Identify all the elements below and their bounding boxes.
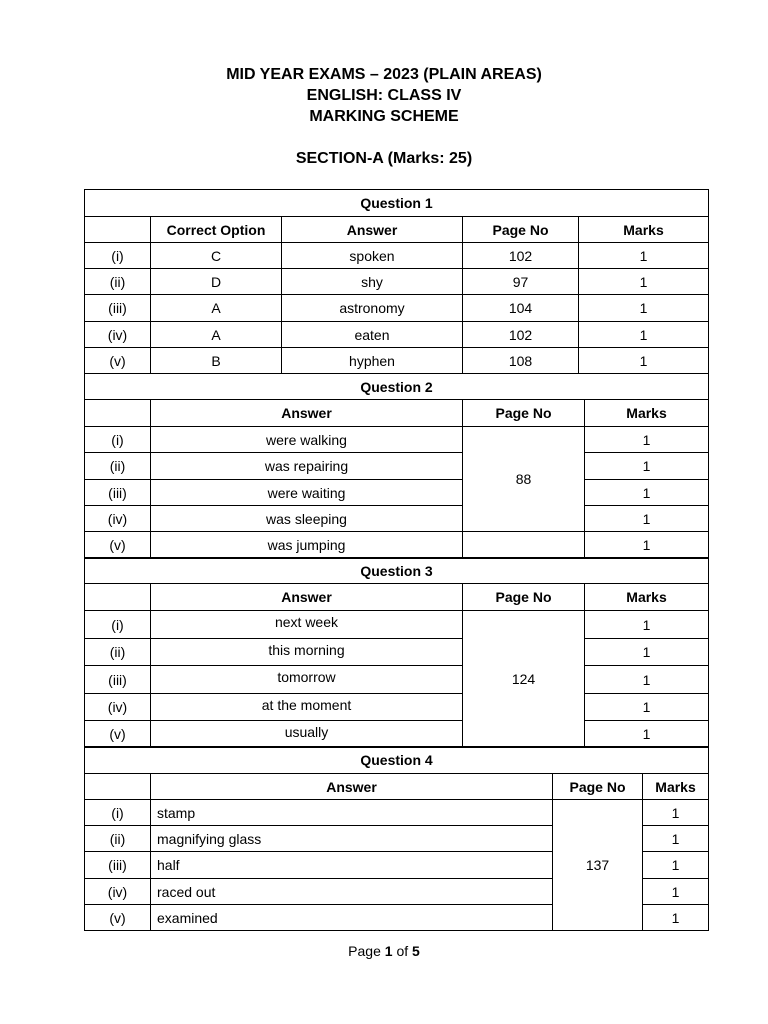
marks: 1 bbox=[585, 427, 709, 453]
header-row bbox=[85, 584, 709, 611]
item-number: (iii) bbox=[85, 666, 151, 694]
table-row bbox=[85, 721, 709, 748]
item-number: (i) bbox=[85, 800, 151, 826]
header-page-no: Page No bbox=[553, 774, 643, 800]
item-number: (i) bbox=[85, 243, 151, 269]
blank-header-cell bbox=[85, 584, 151, 611]
header-row bbox=[85, 217, 709, 243]
answer: next week bbox=[151, 611, 463, 639]
header-page-no: Page No bbox=[463, 400, 585, 427]
marks: 1 bbox=[579, 322, 709, 348]
header-page-no: Page No bbox=[463, 584, 585, 611]
question-title-row bbox=[85, 747, 709, 774]
item-number: (ii) bbox=[85, 639, 151, 666]
blank-header-cell bbox=[85, 400, 151, 427]
page-of-label: of bbox=[392, 943, 413, 959]
marks: 1 bbox=[585, 506, 709, 532]
item-number: (iii) bbox=[85, 852, 151, 879]
header-answer: Answer bbox=[151, 400, 463, 427]
marks: 1 bbox=[643, 905, 709, 931]
table-row bbox=[85, 694, 709, 721]
marks: 1 bbox=[585, 480, 709, 506]
header-row bbox=[85, 774, 709, 800]
table-row bbox=[85, 322, 709, 348]
marks: 1 bbox=[585, 453, 709, 480]
marks: 1 bbox=[643, 879, 709, 905]
table-row bbox=[85, 453, 709, 480]
page-no: 124 bbox=[463, 611, 585, 748]
item-number: (iii) bbox=[85, 295, 151, 322]
table-row bbox=[85, 611, 709, 639]
exam-title: MID YEAR EXAMS – 2023 (PLAIN AREAS) bbox=[226, 66, 542, 83]
question-4-table bbox=[84, 746, 709, 931]
item-number: (iii) bbox=[85, 480, 151, 506]
header-row bbox=[85, 400, 709, 427]
item-number: (i) bbox=[85, 611, 151, 639]
page-footer bbox=[0, 942, 768, 960]
question-title: Question 4 bbox=[85, 747, 709, 774]
answer: shy bbox=[282, 269, 463, 295]
item-number: (iv) bbox=[85, 506, 151, 532]
page-no: 137 bbox=[553, 800, 643, 931]
answer: raced out bbox=[151, 879, 553, 905]
blank-header-cell bbox=[85, 774, 151, 800]
item-number: (ii) bbox=[85, 269, 151, 295]
answer: spoken bbox=[282, 243, 463, 269]
marks: 1 bbox=[585, 721, 709, 748]
table-row bbox=[85, 506, 709, 532]
marks: 1 bbox=[585, 611, 709, 639]
header-answer: Answer bbox=[151, 584, 463, 611]
table-row bbox=[85, 480, 709, 506]
correct-option: C bbox=[151, 243, 282, 269]
marks: 1 bbox=[643, 826, 709, 852]
item-number: (i) bbox=[85, 427, 151, 453]
answer: examined bbox=[151, 905, 553, 931]
page-no: 102 bbox=[463, 243, 579, 269]
answer: hyphen bbox=[282, 348, 463, 374]
marks: 1 bbox=[585, 694, 709, 721]
question-2-table bbox=[84, 373, 709, 559]
item-number: (ii) bbox=[85, 826, 151, 852]
header-marks: Marks bbox=[585, 400, 709, 427]
answer: was jumping bbox=[151, 532, 463, 559]
answer: were waiting bbox=[151, 480, 463, 506]
question-title-row bbox=[85, 374, 709, 400]
page-no: 88 bbox=[463, 427, 585, 532]
page-no: 102 bbox=[463, 322, 579, 348]
answer: half bbox=[151, 852, 553, 879]
item-number: (iv) bbox=[85, 322, 151, 348]
correct-option: B bbox=[151, 348, 282, 374]
blank-header-cell bbox=[85, 217, 151, 243]
table-row bbox=[85, 666, 709, 694]
table-row bbox=[85, 269, 709, 295]
marks: 1 bbox=[579, 269, 709, 295]
question-1-table bbox=[84, 189, 709, 374]
empty-page-cell bbox=[463, 532, 585, 559]
document-title: MARKING SCHEME bbox=[309, 108, 459, 125]
page-no: 108 bbox=[463, 348, 579, 374]
table-row bbox=[85, 243, 709, 269]
marks: 1 bbox=[579, 348, 709, 374]
table-row bbox=[85, 532, 709, 559]
header-answer: Answer bbox=[282, 217, 463, 243]
marks: 1 bbox=[585, 639, 709, 666]
question-title: Question 3 bbox=[85, 558, 709, 584]
item-number: (v) bbox=[85, 532, 151, 559]
header-answer: Answer bbox=[151, 774, 553, 800]
item-number: (ii) bbox=[85, 453, 151, 480]
answer: tomorrow bbox=[151, 666, 463, 694]
item-number: (v) bbox=[85, 348, 151, 374]
table-row bbox=[85, 639, 709, 666]
answer: at the moment bbox=[151, 694, 463, 721]
question-title-row bbox=[85, 558, 709, 584]
question-title-row bbox=[85, 190, 709, 217]
page-label: Page bbox=[348, 943, 385, 959]
answer: this morning bbox=[151, 639, 463, 666]
item-number: (iv) bbox=[85, 694, 151, 721]
subject-class: ENGLISH: CLASS IV bbox=[306, 87, 462, 104]
answer: eaten bbox=[282, 322, 463, 348]
page-no: 97 bbox=[463, 269, 579, 295]
section-heading: SECTION-A (Marks: 25) bbox=[295, 150, 473, 167]
answer: were walking bbox=[151, 427, 463, 453]
marks: 1 bbox=[579, 295, 709, 322]
question-3-table bbox=[84, 557, 709, 748]
marks: 1 bbox=[643, 800, 709, 826]
current-page: 1 bbox=[384, 943, 393, 959]
marks: 1 bbox=[585, 532, 709, 559]
answer: usually bbox=[151, 721, 463, 748]
correct-option: A bbox=[151, 295, 282, 322]
header-marks: Marks bbox=[643, 774, 709, 800]
marks: 1 bbox=[585, 666, 709, 694]
answer: stamp bbox=[151, 800, 553, 826]
header-marks: Marks bbox=[579, 217, 709, 243]
answer: magnifying glass bbox=[151, 826, 553, 852]
answer: was repairing bbox=[151, 453, 463, 480]
marks: 1 bbox=[643, 852, 709, 879]
correct-option: D bbox=[151, 269, 282, 295]
answer: was sleeping bbox=[151, 506, 463, 532]
table-row bbox=[85, 295, 709, 322]
header-correct-option: Correct Option bbox=[151, 217, 282, 243]
page-no: 104 bbox=[463, 295, 579, 322]
table-row bbox=[85, 348, 709, 374]
question-title: Question 1 bbox=[85, 190, 709, 217]
table-row bbox=[85, 427, 709, 453]
item-number: (iv) bbox=[85, 879, 151, 905]
item-number: (v) bbox=[85, 905, 151, 931]
answer: astronomy bbox=[282, 295, 463, 322]
table-row bbox=[85, 800, 709, 826]
correct-option: A bbox=[151, 322, 282, 348]
total-pages: 5 bbox=[412, 943, 420, 959]
item-number: (v) bbox=[85, 721, 151, 748]
marks: 1 bbox=[579, 243, 709, 269]
question-title: Question 2 bbox=[85, 374, 709, 400]
header-page-no: Page No bbox=[463, 217, 579, 243]
header-marks: Marks bbox=[585, 584, 709, 611]
